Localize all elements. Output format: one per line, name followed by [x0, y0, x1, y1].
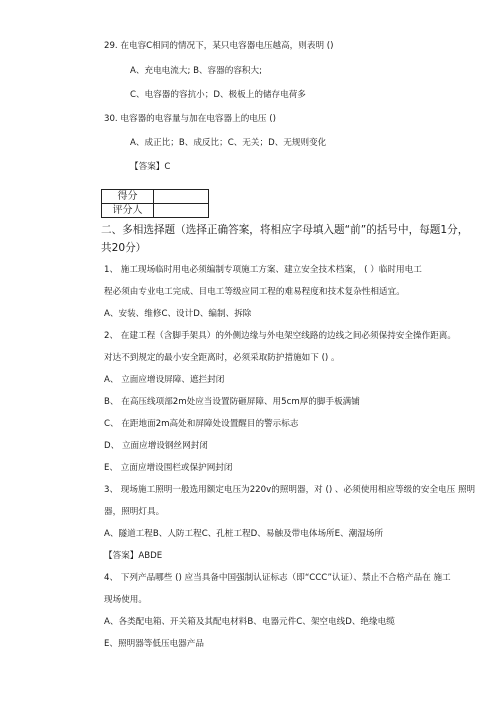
mq2-option-a: A、 立面应增设屏障、遮拦封闭 [104, 375, 225, 385]
mq4-stem: 4、 下列产品哪些 () 应当具备中国强制认证标志（即“CCC”认证）、禁止不合格产品在 施工 [104, 573, 451, 583]
section2-heading-cont: 共20分） [101, 242, 147, 254]
mq3-answer: 【答案】ABDE [104, 551, 163, 561]
mq1-options: A、安装、维修C、设计D、编制、拆除 [104, 309, 252, 319]
score-row [102, 190, 209, 204]
mq2-stem-cont: 对达不到规定的最小安全距离时，必须采取防护措施如下 () 。 [104, 353, 340, 363]
mq4-option-e: E、照明器等低压电器产品 [104, 639, 204, 649]
mq3-stem-cont: 器，照明灯具。 [104, 507, 165, 517]
mq4-options-ad: A、各类配电箱、开关箱及其配电材料B、电器元件C、架空电线D、绝缘电缆 [104, 617, 395, 627]
grader-label: 评分人 [102, 204, 154, 218]
q29-options-ab: A、充电电流大; B、容器的容积大; [130, 66, 263, 76]
grader-value-cell [154, 204, 209, 218]
mq2-option-b: B、 在高压线项部2m处应当设置防砸屏障、用5cm厚的脚手板满铺 [104, 397, 360, 407]
mq1-stem-cont: 程必须由专业电工完成、目电工等级应同工程的难易程度和技术复杂性相适宜。 [104, 287, 405, 297]
grader-row [102, 204, 209, 218]
q30-answer: 【答案】C [130, 162, 171, 172]
score-label: 得分 [102, 190, 154, 204]
q30-stem: 30. 电容器的电容量与加在电容器上的电压 () [104, 114, 276, 124]
mq2-option-d: D、 立面应增设钢丝网封闭 [104, 441, 208, 451]
mq2-stem: 2、 在建工程（含脚手架具）的外侧边缘与外电架空线路的边线之间必须保持安全操作距离。 [104, 331, 456, 341]
mq1-stem: 1、 施工现场临时用电必须编制专项施工方案、建立安全技术档案， ( ）临时用电工 [104, 265, 422, 275]
q30-options: A、成正比；B、成反比；C、无关；D、无规则变化 [130, 138, 327, 148]
q29-stem: 29. 在电容C相同的情况下，某只电容器电压越高，则表明 () [104, 41, 334, 51]
score-value-cell [154, 190, 209, 204]
mq2-option-e: E、 立面应增设围栏或保护网封闭 [104, 463, 233, 473]
score-table [101, 189, 209, 218]
q29-options-cd: C、电容器的容抗小；D、极板上的储存电荷多 [130, 90, 306, 100]
mq3-options: A、隧道工程B、人防工程C、孔桩工程D、易触及带电体场所E、潮湿场所 [104, 529, 384, 539]
mq3-stem: 3、 现场施工照明一般选用额定电压为220v的照明器，对 () 、必须使用相应等级的安全电压 照明 [104, 485, 476, 495]
mq4-stem-cont: 现场使用。 [104, 595, 147, 605]
section2-heading: 二、多相选择题（选择正确答案，将相应字母填入题“前”的括号中，每题1分， [101, 224, 469, 236]
mq2-option-c: C、 在距地面2m高处和屏障处设置醒目的警示标志 [104, 419, 299, 429]
